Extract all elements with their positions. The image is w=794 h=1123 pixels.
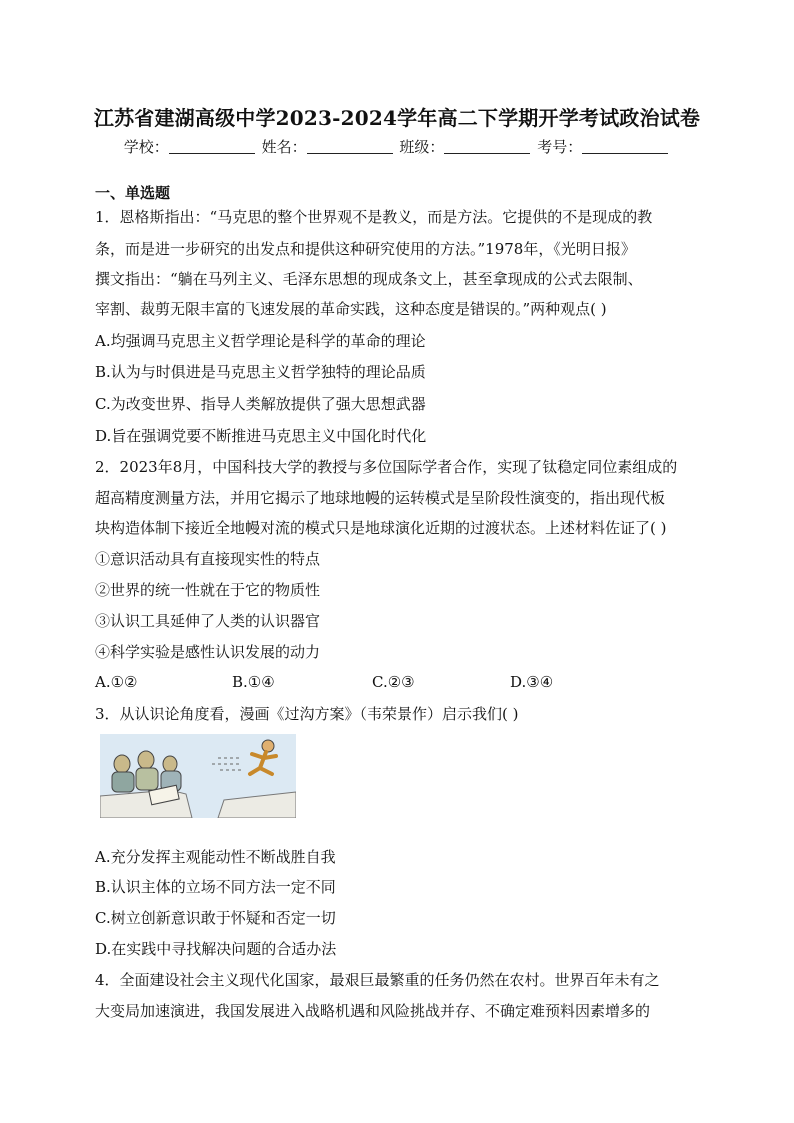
q1-stem-line: 1．恩格斯指出：“马克思的整个世界观不是教义，而是方法。它提供的不是现成的教	[95, 208, 653, 226]
school-label: 学校：	[123, 138, 169, 156]
q1-stem-line: 撰文指出：“躺在马列主义、毛泽东思想的现成条文上，甚至拿现成的公式去限制、	[95, 270, 643, 288]
q1-stem-line: 条，而是进一步研究的出发点和提供这种研究使用的方法。”1978年，《光明日报》	[95, 240, 636, 258]
q1-option-c: C.为改变世界、指导人类解放提供了强大思想武器	[95, 395, 426, 413]
q4-stem-line: 4．全面建设社会主义现代化国家，最艰巨最繁重的任务仍然在农村。世界百年未有之	[95, 971, 660, 989]
section-heading: 一、单选题	[95, 184, 171, 202]
school-blank[interactable]	[169, 139, 255, 154]
q2-item-2: ②世界的统一性就在于它的物质性	[95, 581, 321, 599]
exam-title: 江苏省建湖高级中学2023-2024学年高二下学期开学考试政治试卷	[93, 106, 701, 130]
name-blank[interactable]	[307, 139, 393, 154]
q3-stem: 3．从认识论角度看，漫画《过沟方案》（韦荣景作）启示我们( )	[95, 705, 519, 723]
q2-option-c: C.②③	[372, 673, 415, 691]
q1-option-a: A.均强调马克思主义哲学理论是科学的革命的理论	[95, 332, 426, 350]
q2-option-d: D.③④	[510, 673, 554, 691]
q2-option-b: B.①④	[232, 673, 275, 691]
student-info-row	[0, 136, 794, 157]
q4-stem-line: 大变局加速演进，我国发展进入战略机遇和风险挑战并存、不确定难预料因素增多的	[95, 1002, 651, 1020]
q2-option-a: A.①②	[95, 673, 138, 691]
q2-item-1: ①意识活动具有直接现实性的特点	[95, 550, 321, 568]
class-blank[interactable]	[444, 139, 530, 154]
q2-item-4: ④科学实验是感性认识发展的动力	[95, 643, 321, 661]
q1-option-b: B.认为与时俱进是马克思主义哲学独特的理论品质	[95, 363, 426, 381]
q3-option-a: A.充分发挥主观能动性不断战胜自我	[95, 848, 336, 866]
q1-option-d: D.旨在强调党要不断推进马克思主义中国化时代化	[95, 427, 427, 445]
q2-stem-line: 2．2023年8月，中国科技大学的教授与多位国际学者合作，实现了钛稳定同位素组成的	[95, 458, 678, 476]
q2-item-3: ③认识工具延伸了人类的认识器官	[95, 612, 321, 630]
q2-stem-line: 超高精度测量方法，并用它揭示了地球地幔的运转模式是呈阶段性演变的，指出现代板	[95, 489, 666, 507]
q3-option-c: C.树立创新意识敢于怀疑和否定一切	[95, 909, 336, 927]
name-label: 姓名：	[261, 138, 307, 156]
q2-stem-line: 块构造体制下接近全地幔对流的模式只是地球演化近期的过渡状态。上述材料佐证了( )	[95, 519, 667, 537]
q1-stem-line: 宰割、裁剪无限丰富的飞速发展的革命实践，这种态度是错误的。”两种观点( )	[95, 300, 607, 318]
class-label: 班级：	[399, 138, 445, 156]
number-label: 考号：	[537, 138, 583, 156]
q3-option-d: D.在实践中寻找解决问题的合适办法	[95, 940, 337, 958]
q3-option-b: B.认识主体的立场不同方法一定不同	[95, 878, 336, 896]
cartoon-image	[100, 734, 296, 818]
number-blank[interactable]	[582, 139, 668, 154]
